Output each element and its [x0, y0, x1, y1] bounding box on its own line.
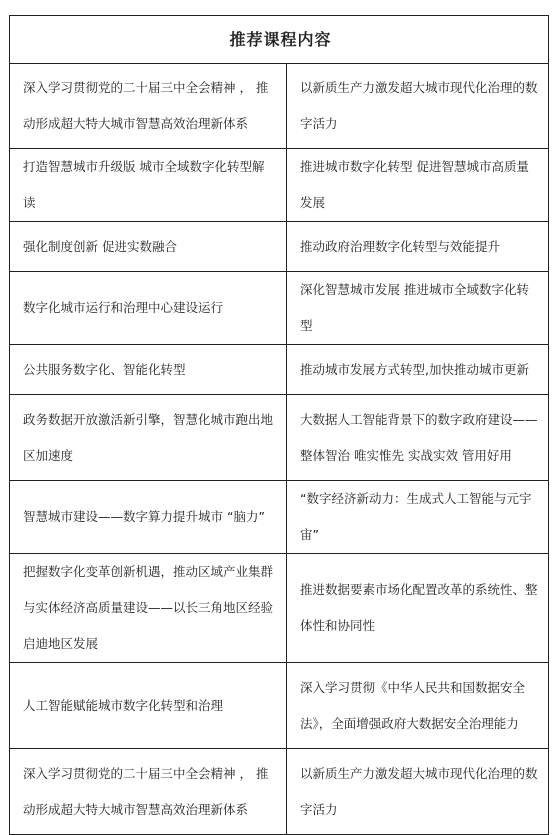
course-cell-right: 推进数据要素市场化配置改革的系统性、整体性和协同性 [287, 554, 549, 663]
course-cell-right: 大数据人工智能背景下的数字政府建设——整体智治 唯实惟先 实战实效 管用好用 [287, 395, 549, 481]
course-cell-left: 政务数据开放激活新引擎，智慧化城市跑出地区加速度 [10, 395, 287, 481]
course-table [9, 15, 549, 835]
course-cell-left: 深入学习贯彻党的二十届三中全会精神 ， 推动形成超大特大城市智慧高效治理新体系 [10, 749, 287, 835]
table-row [10, 749, 549, 835]
course-cell-left: 打造智慧城市升级版 城市全域数字化转型解读 [10, 149, 287, 222]
course-cell-right: 推动政府治理数字化转型与效能提升 [287, 222, 549, 272]
course-cell-left: 数字化城市运行和治理中心建设运行 [10, 272, 287, 345]
table-header-row [10, 16, 549, 64]
table-title: 推荐课程内容 [10, 16, 549, 64]
table-row [10, 272, 549, 345]
course-cell-right: 深化智慧城市发展 推进城市全域数字化转型 [287, 272, 549, 345]
course-cell-right: 以新质生产力激发超大城市现代化治理的数字活力 [287, 749, 549, 835]
course-cell-right: 以新质生产力激发超大城市现代化治理的数字活力 [287, 64, 549, 149]
course-cell-left: 公共服务数字化、智能化转型 [10, 345, 287, 395]
table-row [10, 64, 549, 149]
table-row [10, 222, 549, 272]
course-cell-left: 强化制度创新 促进实数融合 [10, 222, 287, 272]
course-cell-left: 深入学习贯彻党的二十届三中全会精神 ， 推动形成超大特大城市智慧高效治理新体系 [10, 64, 287, 149]
table-row [10, 345, 549, 395]
table-row [10, 395, 549, 481]
table-row [10, 481, 549, 554]
course-cell-left: 把握数字化变革创新机遇，推动区域产业集群与实体经济高质量建设——以长三角地区经验启迪地区发展 [10, 554, 287, 663]
course-cell-right: 推进城市数字化转型 促进智慧城市高质量发展 [287, 149, 549, 222]
course-cell-left: 人工智能赋能城市数字化转型和治理 [10, 663, 287, 749]
course-cell-right: 深入学习贯彻《中华人民共和国数据安全法》，全面增强政府大数据安全治理能力 [287, 663, 549, 749]
table-row [10, 554, 549, 663]
table-row [10, 149, 549, 222]
course-cell-right: “数字经济新动力：生成式人工智能与元宇宙” [287, 481, 549, 554]
course-cell-left: 智慧城市建设——数字算力提升城市 “脑力” [10, 481, 287, 554]
table-row [10, 663, 549, 749]
course-cell-right: 推动城市发展方式转型,加快推动城市更新 [287, 345, 549, 395]
